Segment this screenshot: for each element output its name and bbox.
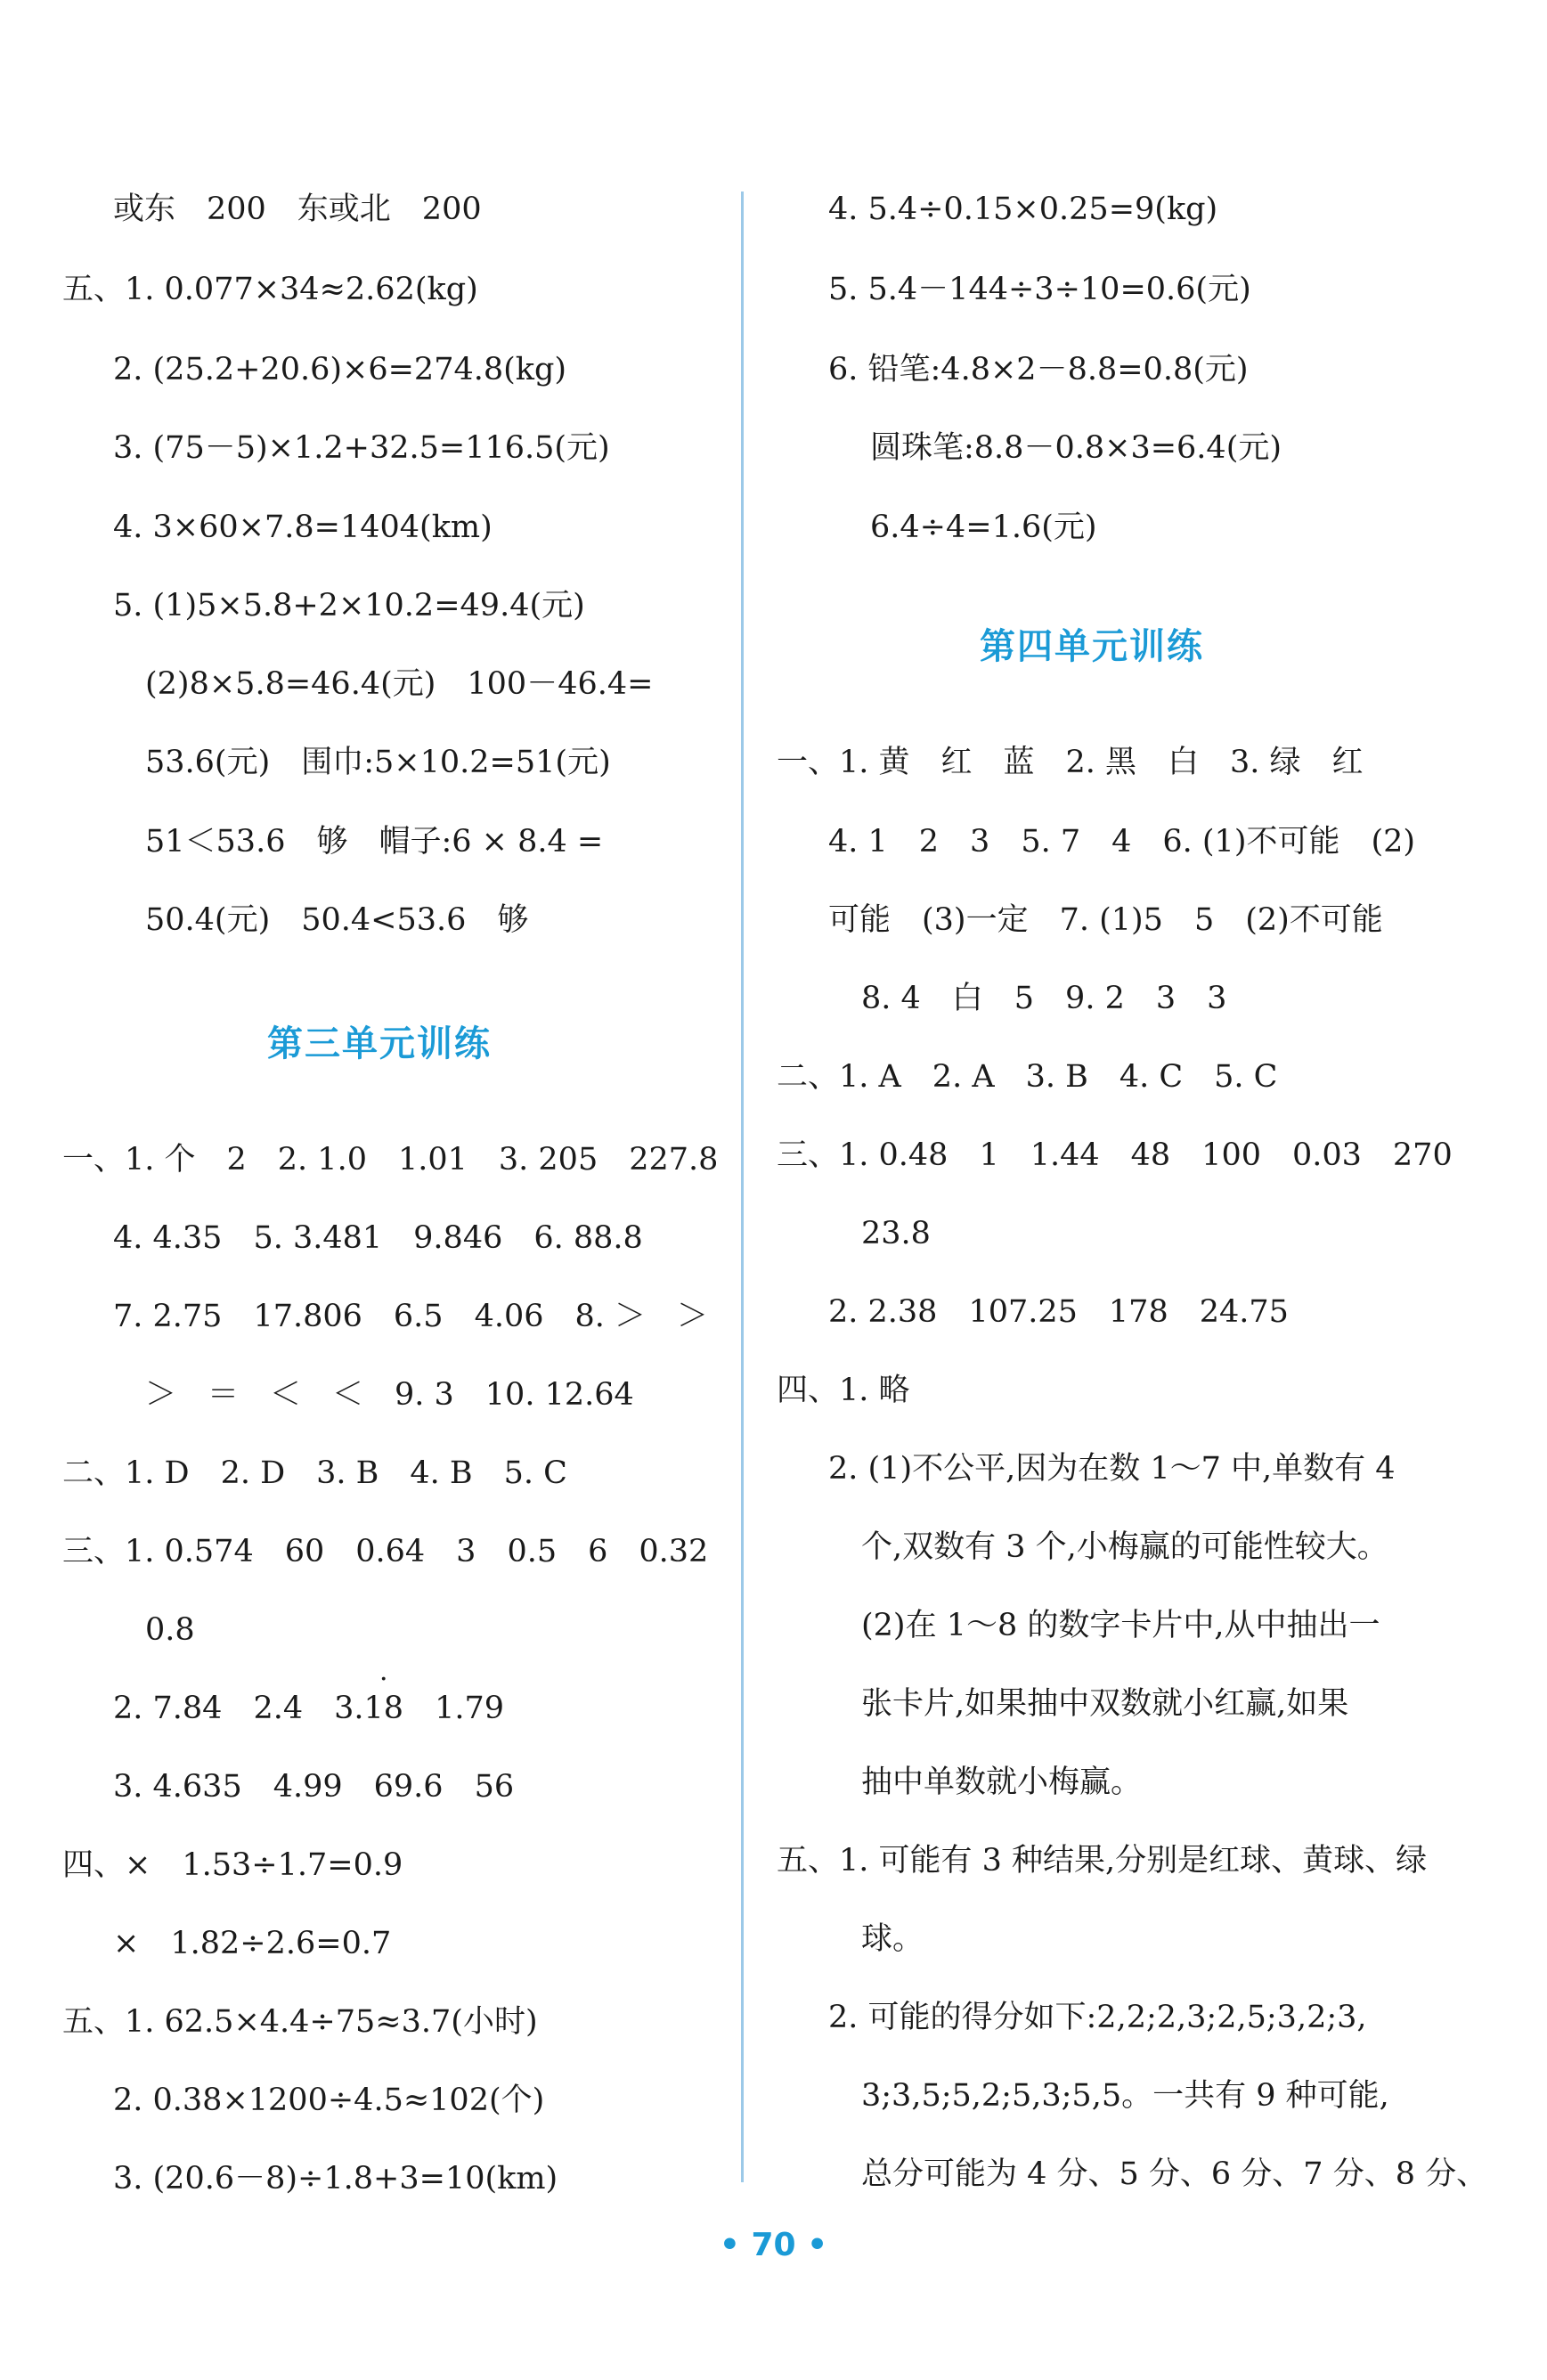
answer-line: 四、× 1.53÷1.7=0.9 [62, 1847, 403, 1883]
answer-line: 6.4÷4=1.6(元) [870, 509, 1097, 545]
answer-line: 53.6(元) 围巾:5×10.2=51(元) [145, 745, 611, 780]
answer-line: 2. (1)不公平,因为在数 1～7 中,单数有 4 [828, 1451, 1396, 1487]
answer-line: 球。 [861, 1921, 924, 1957]
answer-line: (2)在 1～8 的数字卡片中,从中抽出一 [861, 1608, 1380, 1643]
answer-line: 个,双数有 3 个,小梅赢的可能性较大。 [861, 1529, 1388, 1565]
answer-line: 4. 1 2 3 5. 7 4 6. (1)不可能 (2) [828, 824, 1416, 860]
answer-line: 五、1. 可能有 3 种结果,分别是红球、黄球、绿 [777, 1843, 1428, 1879]
answer-line: 2. 0.38×1200÷4.5≈102(个) [113, 2082, 545, 2118]
answer-line: 五、1. 0.077×34≈2.62(kg) [62, 272, 478, 307]
answer-line: 23.8 [861, 1216, 931, 1251]
answer-line: 8. 4 白 5 9. 2 3 3 [861, 981, 1227, 1016]
answer-line: 3. 4.635 4.99 69.6 56 [113, 1769, 515, 1805]
answer-line [113, 1686, 504, 1731]
answer-line: 总分可能为 4 分、5 分、6 分、7 分、8 分、 [861, 2156, 1488, 2192]
answer-line: 2. (25.2+20.6)×6=274.8(kg) [113, 352, 567, 387]
answer-line: 4. 3×60×7.8=1404(km) [113, 509, 493, 545]
answer-line: 抽中单数就小梅赢。 [861, 1765, 1143, 1800]
answer-line: 三、1. 0.48 1 1.44 48 100 0.03 270 [777, 1137, 1453, 1173]
answer-line: 五、1. 62.5×4.4÷75≈3.7(小时) [62, 2004, 538, 2040]
answer-line: 5. 5.4－144÷3÷10=0.6(元) [828, 272, 1251, 307]
answer-line: 或东 200 东或北 200 [113, 192, 482, 227]
page-number: • 70 • [719, 2227, 828, 2263]
answer-line: 4. 5.4÷0.15×0.25=9(kg) [828, 192, 1218, 227]
answer-text: 1.79 [435, 1691, 505, 1726]
answer-line: 50.4(元) 50.4<53.6 够 [145, 902, 529, 938]
repeating-decimal: · 18 [364, 1686, 404, 1731]
answer-line: 3;3,5;5,2;5,3;5,5。一共有 9 种可能, [861, 2078, 1389, 2114]
answer-line: ＞ ＝ ＜ ＜ 9. 3 10. 12.64 [145, 1377, 634, 1413]
answer-line: 张卡片,如果抽中双数就小红赢,如果 [861, 1686, 1349, 1722]
answer-line: 0.8 [145, 1612, 195, 1648]
answer-line: 二、1. A 2. A 3. B 4. C 5. C [777, 1059, 1278, 1095]
answer-line: 圆珠笔:8.8－0.8×3=6.4(元) [870, 430, 1282, 466]
answer-line: 5. (1)5×5.8+2×10.2=49.4(元) [113, 588, 585, 624]
answer-line: 7. 2.75 17.806 6.5 4.06 8. ＞ ＞ [113, 1299, 709, 1334]
answer-line: 6. 铅笔:4.8×2－8.8=0.8(元) [828, 352, 1249, 387]
section-heading-unit-4: 第四单元训练 [980, 626, 1204, 667]
answer-line: 可能 (3)一定 7. (1)5 5 (2)不可能 [828, 902, 1383, 938]
answer-line: 一、1. 黄 红 蓝 2. 黑 白 3. 绿 红 [777, 745, 1364, 780]
answer-line: × 1.82÷2.6=0.7 [113, 1926, 392, 1961]
answer-line: (2)8×5.8=46.4(元) 100－46.4= [145, 666, 654, 702]
answer-line: 51＜53.6 够 帽子:6 × 8.4 = [145, 824, 604, 860]
answer-line: 4. 4.35 5. 3.481 9.846 6. 88.8 [113, 1220, 643, 1256]
answer-line: 四、1. 略 [777, 1373, 910, 1408]
answer-text: 2. 7.84 2.4 3. [113, 1691, 364, 1726]
answer-line: 3. (75－5)×1.2+32.5=116.5(元) [113, 430, 610, 466]
answer-line: 2. 2.38 107.25 178 24.75 [828, 1294, 1289, 1330]
answer-line: 一、1. 个 2 2. 1.0 1.01 3. 205 227.8 [62, 1142, 719, 1178]
answer-line: 二、1. D 2. D 3. B 4. B 5. C [62, 1455, 567, 1491]
column-divider [741, 192, 744, 2182]
answer-line: 2. 可能的得分如下:2,2;2,3;2,5;3,2;3, [828, 2000, 1367, 2035]
answer-line: 三、1. 0.574 60 0.64 3 0.5 6 0.32 [62, 1534, 709, 1569]
section-heading-unit-3: 第三单元训练 [267, 1023, 492, 1064]
answer-line: 3. (20.6－8)÷1.8+3=10(km) [113, 2161, 558, 2197]
